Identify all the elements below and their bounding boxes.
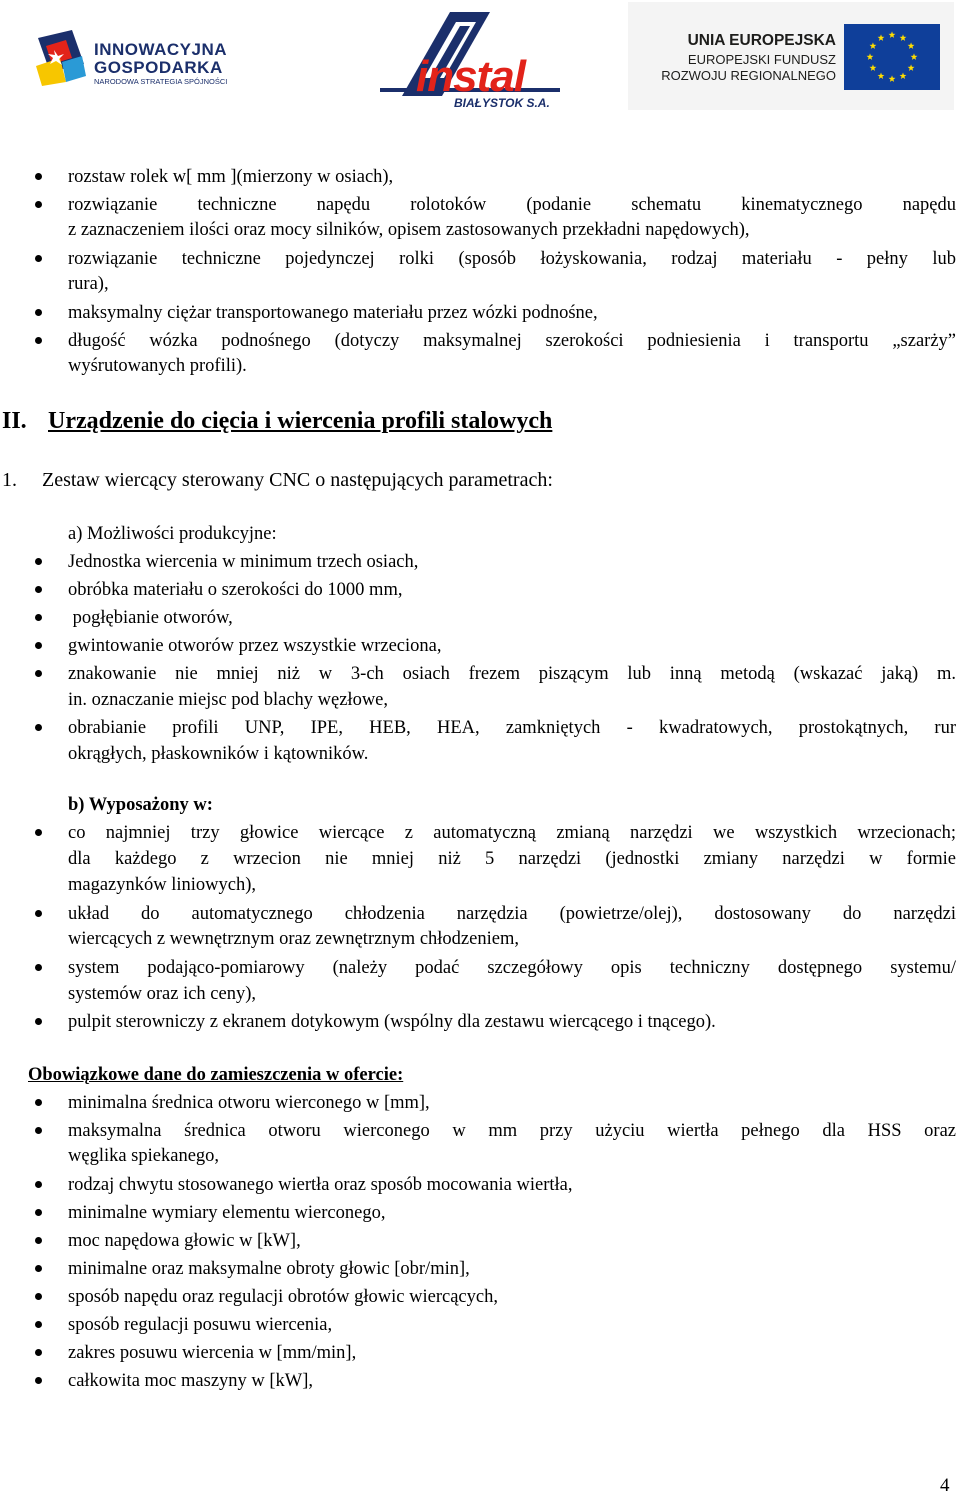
subheading-b: b) Wyposażony w: (68, 795, 213, 815)
bullet-icon (35, 910, 42, 917)
bullet-icon (35, 642, 42, 649)
bullet-icon (35, 558, 42, 565)
list-item-continuation: okrągłych, płaskowników i kątowników. (68, 744, 369, 764)
bullet-icon (35, 173, 42, 180)
list-item-continuation: wiercących z wewnętrznym oraz zewnętrznym chłodzeniem, (68, 929, 519, 949)
list-item-continuation: dla każdego z wrzecion nie mniej niż 5 narzędzi (jednostki zmiany narzędzi w formie (68, 849, 956, 869)
bullet-icon (35, 309, 42, 316)
list-item: minimalna średnica otworu wierconego w [mm], (68, 1093, 430, 1113)
list-item-continuation: magazynków liniowych), (68, 875, 257, 895)
ig-line2: GOSPODARKA (94, 58, 223, 77)
bullet-icon (35, 829, 42, 836)
bullet-icon (35, 1293, 42, 1300)
list-item-continuation: systemów oraz ich ceny), (68, 984, 257, 1004)
item-heading (42, 468, 553, 492)
bullet-icon (35, 255, 42, 262)
list-item: obrabianie profili UNP, IPE, HEB, HEA, zamkniętych - kwadratowych, prostokątnych, rur (68, 718, 956, 738)
bullet-icon (35, 201, 42, 208)
list-item: całkowita moc maszyny w [kW], (68, 1371, 314, 1391)
list-item-continuation: rura), (68, 274, 109, 294)
bullet-icon (35, 1018, 42, 1025)
list-item: rodzaj chwytu stosowanego wiertła oraz sposób mocowania wiertła, (68, 1175, 573, 1195)
section-number: II. (2, 408, 27, 434)
obligatory-heading: Obowiązkowe dane do zamieszczenia w ofercie: (28, 1065, 404, 1085)
list-item: znakowanie nie mniej niż w 3-ch osiach frezem piszącym lub inną metodą (wskazać jaką) m. (68, 664, 956, 684)
list-item: maksymalny ciężar transportowanego materiału przez wózki podnośne, (68, 303, 598, 323)
list-item: sposób napędu oraz regulacji obrotów głowic wiercących, (68, 1287, 498, 1307)
list-item-continuation: węglika spiekanego, (68, 1146, 220, 1166)
list-item: układ do automatycznego chłodzenia narzędzia (powietrze/olej), dostosowany do narzędzi (68, 904, 956, 924)
list-item: długość wózka podnośnego (dotyczy maksymalnej szerokości podniesienia i transportu „szarży” (68, 331, 956, 351)
bullet-icon (35, 586, 42, 593)
list-item: rozwiązanie techniczne napędu rolotoków (podanie schematu kinematycznego napędu (68, 195, 956, 215)
bullet-icon (35, 670, 42, 677)
list-item: zakres posuwu wiercenia w [mm/min], (68, 1343, 357, 1363)
list-item-continuation: in. oznaczanie miejsc pod blachy węzłowe, (68, 690, 389, 710)
list-item: rozwiązanie techniczne pojedynczej rolki (sposób łożyskowania, rodzaj materiału - pełny lub (68, 249, 956, 269)
bullet-icon (35, 1377, 42, 1384)
ig-tagline: NARODOWA STRATEGIA SPÓJNOŚCI (94, 77, 228, 86)
list-item-continuation: z zaznaczeniem ilości oraz mocy silników, opisem zastosowanych przekładni napędowych), (68, 220, 750, 240)
list-item: pulpit sterowniczy z ekranem dotykowym (wspólny dla zestawu wiercącego i tnącego). (68, 1012, 716, 1032)
bullet-icon (35, 1127, 42, 1134)
instal-brand: instal (416, 52, 525, 101)
bullet-icon (35, 1099, 42, 1106)
bullet-icon (35, 724, 42, 731)
list-item: rozstaw rolek w[ mm ](mierzony w osiach), (68, 167, 394, 187)
bullet-icon (35, 1181, 42, 1188)
list-item: moc napędowa głowic w [kW], (68, 1231, 301, 1251)
eu-line2: EUROPEJSKI FUNDUSZ (687, 52, 836, 67)
list-item: obróbka materiału o szerokości do 1000 mm, (68, 580, 403, 600)
bullet-icon (35, 337, 42, 344)
subheading-a: a) Możliwości produkcyjne: (68, 524, 277, 544)
page-number: 4 (940, 1475, 950, 1496)
section-title: Urządzenie do cięcia i wiercenia profili stalowych (48, 408, 553, 434)
list-item: minimalne oraz maksymalne obroty głowic [obr/min], (68, 1259, 470, 1279)
instal-subtitle: BIAŁYSTOK S.A. (454, 96, 550, 110)
bullet-icon (35, 1349, 42, 1356)
bullet-icon (35, 1209, 42, 1216)
list-item-continuation: wyśrutowanych profili). (68, 356, 247, 376)
list-item: Jednostka wiercenia w minimum trzech osiach, (68, 552, 419, 572)
list-item: minimalne wymiary elementu wierconego, (68, 1203, 386, 1223)
eu-line3: ROZWOJU REGIONALNEGO (661, 68, 836, 83)
item-heading-colon: : (547, 469, 553, 491)
bullet-icon (35, 1321, 42, 1328)
bullet-icon (35, 1237, 42, 1244)
item-number: 1. (2, 469, 17, 491)
list-item: gwintowanie otworów przez wszystkie wrzeciona, (68, 636, 442, 656)
ig-line1: INNOWACYJNA (94, 40, 228, 59)
list-item: sposób regulacji posuwu wiercenia, (68, 1315, 333, 1335)
bullet-icon (35, 1265, 42, 1272)
list-item: pogłębianie otworów, (68, 608, 233, 628)
item-heading-text: Zestaw wiercący sterowany CNC o następujących parametrach (42, 469, 548, 491)
list-item: maksymalna średnica otworu wierconego w mm przy użyciu wiertła pełnego dla HSS oraz (68, 1121, 956, 1141)
bullet-icon (35, 614, 42, 621)
list-item: co najmniej trzy głowice wiercące z automatyczną zmianą narzędzi we wszystkich wrzecionach; (68, 823, 956, 843)
bullet-icon (35, 964, 42, 971)
eu-line1: UNIA EUROPEJSKA (687, 32, 836, 49)
list-item: system podająco-pomiarowy (należy podać szczegółowy opis techniczny dostępnego systemu/ (68, 958, 956, 978)
